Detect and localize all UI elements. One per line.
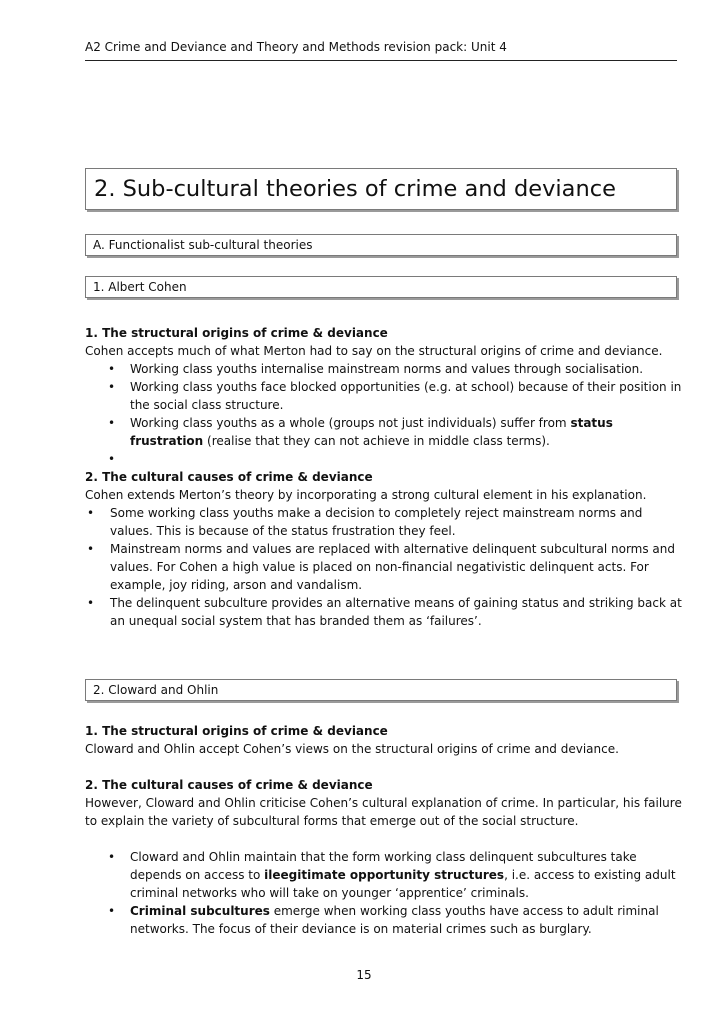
- bullet-icon: •: [87, 542, 95, 556]
- cohen-bullet-text: (realise that they can not achieve in middle class terms).: [203, 434, 550, 448]
- cloward-bullet-text: , i.e. access to existing adult criminal networks who will take on younger ‘apprentice’ criminals.: [130, 868, 676, 900]
- cohen-intro: Cohen accepts much of what Merton had to say on the structural origins of crime and deviance.: [85, 344, 663, 358]
- illegitimate-opportunity-term: ileegitimate opportunity structures: [264, 868, 505, 882]
- cloward-ohlin-heading: 2. Cloward and Ohlin: [85, 679, 677, 701]
- cohen-cultural-bullet: Mainstream norms and values are replaced with alternative delinquent subcultural norms and values. For Cohen a high value is placed on non-financial negativistic delinquent acts. For example, joy riding, arson and vandalism.: [110, 542, 675, 592]
- cohen-cultural-bullet: Some working class youths make a decision to completely reject mainstream norms and values. This is because of the status frustration they feel.: [110, 506, 643, 538]
- status-frustration-term: status frustration: [130, 416, 613, 448]
- page-header: A2 Crime and Deviance and Theory and Methods revision pack: Unit 4: [85, 40, 677, 61]
- cloward-structural-text: Cloward and Ohlin accept Cohen’s views on the structural origins of crime and deviance.: [85, 742, 619, 756]
- criminal-subcultures-term: Criminal subcultures: [130, 904, 270, 918]
- bullet-icon: •: [108, 850, 116, 864]
- list-item: [85, 848, 685, 902]
- bullet-icon: •: [108, 362, 116, 376]
- list-item: [85, 902, 685, 938]
- bullet-icon: •: [108, 380, 116, 394]
- list-item: [85, 504, 685, 540]
- albert-cohen-heading: 1. Albert Cohen: [85, 276, 677, 298]
- cloward-bullet-text: Cloward and Ohlin maintain that the form working class delinquent subcultures take depends on access to: [130, 850, 637, 882]
- bullet-icon: •: [108, 452, 116, 466]
- cohen-structural-heading: 1. The structural origins of crime & deviance: [85, 326, 388, 340]
- list-item: [85, 540, 685, 594]
- bullet-icon: •: [87, 506, 95, 520]
- cohen-cultural-heading: 2. The cultural causes of crime & deviance: [85, 470, 373, 484]
- bullet-icon: •: [108, 904, 116, 918]
- list-item: [85, 414, 685, 450]
- bullet-icon: •: [87, 596, 95, 610]
- cloward-bullet-text: emerge when working class youths have access to adult riminal networks. The focus of their deviance is on material crimes such as burglary.: [130, 904, 659, 936]
- cloward-structural-heading: 1. The structural origins of crime & deviance: [85, 724, 388, 738]
- list-item: [85, 594, 685, 630]
- cloward-cultural-text: However, Cloward and Ohlin criticise Cohen’s cultural explanation of crime. In particular, his failure to explain the variety of subcultural forms that emerge out of the social structure.: [85, 796, 682, 828]
- cohen-bullet-text: Working class youths internalise mainstream norms and values through socialisation.: [130, 362, 644, 376]
- cloward-section: [85, 722, 685, 938]
- cohen-cultural-intro: Cohen extends Merton’s theory by incorporating a strong cultural element in his explanation.: [85, 488, 647, 502]
- chapter-title: 2. Sub-cultural theories of crime and deviance: [85, 168, 677, 210]
- page-number: 15: [356, 968, 372, 982]
- section-a-heading: A. Functionalist sub-cultural theories: [85, 234, 677, 256]
- list-item: [85, 360, 685, 378]
- cohen-bullet-text: Working class youths face blocked opportunities (e.g. at school) because of their position in the social class structure.: [130, 380, 682, 412]
- empty-list-item: [85, 450, 685, 468]
- cohen-bullet-text: Working class youths as a whole (groups not just individuals) suffer from: [130, 416, 571, 430]
- bullet-icon: •: [108, 416, 116, 430]
- cohen-cultural-bullet: The delinquent subculture provides an alternative means of gaining status and striking back at an unequal social system that has branded them as ‘failures’.: [110, 596, 682, 628]
- cloward-cultural-heading: 2. The cultural causes of crime & deviance: [85, 778, 373, 792]
- list-item: [85, 378, 685, 414]
- cohen-section: [85, 324, 685, 630]
